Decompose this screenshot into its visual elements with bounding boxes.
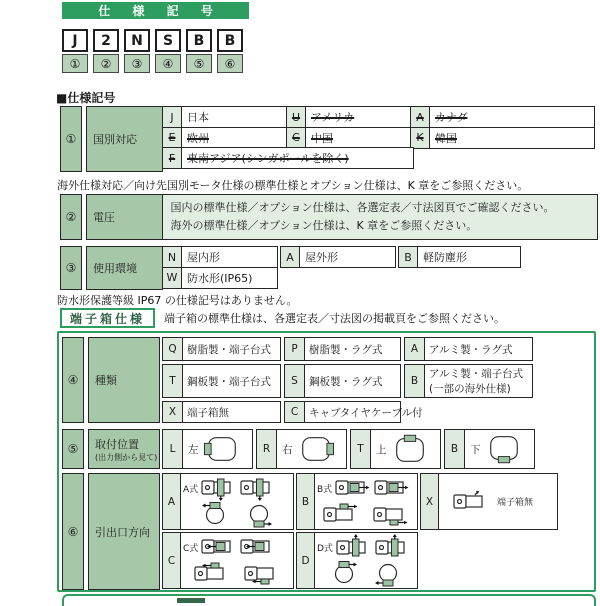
type-steel-terminal: 鋼板製・端子台式 [187, 375, 271, 388]
section3-label: 使用環境 [86, 246, 163, 290]
section5-grid [162, 429, 535, 469]
outlet-a-back-bottom-icon [244, 501, 274, 529]
outlet-d-back-top-icon [329, 560, 359, 588]
terminal-box-spec-panel [57, 331, 596, 592]
section-outlet-direction [62, 473, 558, 590]
outlet-c-side-top-icon [194, 561, 230, 587]
env-outdoor: 屋外形 [299, 246, 396, 268]
outlet-d-side-icon [375, 534, 411, 560]
type-resin-lug: 樹脂製・ラグ式 [309, 343, 383, 356]
code-number-2: ② [93, 54, 119, 73]
outlet-d-side-icon [336, 534, 372, 560]
code-number-3: ③ [124, 54, 150, 73]
section-voltage [60, 194, 598, 240]
outlet-b-side-icon [335, 475, 371, 501]
section-mounting-position [62, 429, 535, 469]
next-panel-partial [62, 594, 596, 606]
type-no-terminal-box: 端子箱無 [187, 406, 229, 419]
country-code-a: A [410, 106, 431, 128]
terminal-box-title: 端子箱仕様 [60, 308, 155, 328]
type-steel-lug: 鋼板製・ラグ式 [309, 375, 383, 388]
outlet-c-diagrams [181, 533, 293, 588]
type-code-q: Q [163, 338, 183, 360]
section-environment [60, 246, 521, 290]
section4-number: ④ [62, 337, 84, 423]
type-code-c: C [285, 402, 305, 422]
pos-code-r: R [257, 430, 277, 468]
outlet-c-type-label: C式 [183, 543, 199, 554]
outlet-b-type-label: B式 [317, 484, 333, 495]
section5-label [88, 429, 160, 469]
type-code-s: S [285, 365, 305, 397]
outlet-a-diagrams [181, 474, 293, 529]
section5-label-main: 取付位置 [95, 437, 139, 451]
env-code-w: W [162, 267, 183, 289]
section-country [60, 106, 595, 172]
type-code-b: B [405, 365, 425, 397]
country-code-k: K [410, 127, 431, 149]
code-letter-3: N [124, 29, 150, 52]
outlet-code-c: C [163, 533, 181, 588]
pos-code-b: B [445, 430, 465, 468]
env-indoor: 屋内形 [181, 246, 278, 268]
next-panel-header-fragment [177, 598, 205, 603]
outlet-a-back-top-icon [200, 501, 230, 529]
outlet-x-note: 端子箱無 [497, 498, 534, 508]
outlet-a-side-icon [240, 475, 276, 501]
outlet-c-side-icon [240, 534, 276, 560]
code-number-1: ① [62, 54, 88, 73]
voltage-line-overseas: 海外の標準仕様／オプション仕様は、K 章をご参照ください。 [170, 219, 478, 233]
section6-label: 引出口方向 [88, 473, 160, 590]
code-letter-5: B [186, 29, 212, 52]
section6-number: ⑥ [62, 473, 84, 590]
outlet-d-diagrams [315, 533, 417, 588]
outlet-d-back-bottom-icon [373, 560, 403, 588]
env-code-b: B [398, 246, 419, 268]
outlet-c-side-bottom-icon [244, 561, 280, 587]
type-alu-terminal-line1: アルミ製・端子台式 [429, 368, 524, 380]
section1-grid [162, 106, 596, 169]
country-code-u: U [286, 106, 307, 128]
outlet-a-type-label: A式 [183, 484, 199, 495]
section1-label: 国別対応 [86, 106, 163, 172]
country-china: 中国 [311, 131, 333, 145]
country-korea: 韓国 [435, 131, 457, 145]
section4-label: 種類 [88, 337, 160, 423]
pos-bottom-label: 下 [470, 443, 481, 456]
spec-code-numbers [62, 54, 243, 73]
country-code-e: E [162, 127, 183, 149]
code-letter-1: J [62, 29, 88, 52]
env-dustproof: 軽防塵形 [417, 246, 521, 268]
section1-note: 海外仕様対応／向け先国別モータ仕様の標準仕様とオプション仕様は、K 章をご参照ください。 [57, 179, 529, 192]
outlet-b-diagrams [315, 474, 417, 529]
outlet-code-b: B [297, 474, 315, 529]
spec-code-letters [62, 29, 243, 52]
code-number-6: ⑥ [217, 54, 243, 73]
type-alu-terminal-line2: (一部の海外仕様) [429, 383, 511, 395]
section-heading: ■仕様記号 [56, 91, 116, 105]
pos-code-l: L [163, 430, 183, 468]
type-code-t: T [163, 365, 183, 397]
outlet-code-a: A [163, 474, 181, 529]
outlet-b-side-icon [374, 475, 410, 501]
country-code-c: C [286, 127, 307, 149]
terminal-box-header [60, 308, 505, 328]
pos-code-t: T [351, 430, 371, 468]
code-letter-6: B [217, 29, 243, 52]
pos-top-label: 上 [376, 443, 387, 456]
outlet-b-side-top-icon [323, 502, 359, 528]
outlet-code-d: D [297, 533, 315, 588]
code-number-4: ④ [155, 54, 181, 73]
section3-number: ③ [60, 246, 82, 290]
type-alu-terminal [425, 365, 532, 397]
env-code-n: N [162, 246, 183, 268]
type-cabtyre-cable: キャブタイヤケーブル付 [309, 406, 423, 419]
section5-label-sub: (出力側から見て) [95, 452, 158, 462]
outlet-x-side-icon [453, 489, 489, 515]
country-code-j: J [162, 106, 183, 128]
env-code-a: A [280, 246, 301, 268]
outlet-a-side-icon [201, 475, 237, 501]
type-alu-lug: アルミ製・ラグ式 [429, 343, 513, 356]
outlet-d-type-label: D式 [317, 543, 333, 554]
country-europe: 欧州 [187, 131, 209, 145]
motor-box-right-icon [298, 434, 334, 464]
country-japan: 日本 [181, 106, 287, 128]
type-resin-terminal: 樹脂製・端子台式 [187, 343, 271, 356]
section1-number: ① [60, 106, 82, 172]
motor-box-bottom-icon [486, 434, 522, 464]
pos-right-label: 右 [282, 443, 293, 456]
outlet-c-side-icon [201, 534, 237, 560]
motor-box-left-icon [204, 434, 240, 464]
country-canada: カナダ [435, 111, 468, 124]
env-waterproof: 防水形(IP65) [181, 267, 278, 289]
code-number-5: ⑤ [186, 54, 212, 73]
spec-code-title: 仕 様 記 号 [62, 2, 249, 19]
outlet-code-x: X [421, 474, 439, 529]
section6-grid [162, 473, 558, 589]
type-code-x: X [163, 402, 183, 422]
type-code-p: P [285, 338, 305, 360]
code-letter-2: 2 [93, 29, 119, 52]
section3-note: 防水形保護等級 IP67 の仕様記号はありません。 [57, 294, 298, 307]
country-sea: 東南アジア(シンガポールを除く) [187, 152, 349, 165]
voltage-line-domestic: 国内の標準仕様／オプション仕様は、各選定表／寸法図頁でご確認ください。 [170, 201, 555, 214]
section3-grid [162, 246, 522, 289]
outlet-b-side-bottom-icon [373, 502, 409, 528]
section4-grid [162, 337, 533, 423]
country-code-f: F [162, 147, 183, 169]
country-america: アメリカ [311, 111, 355, 124]
section2-label: 電圧 [86, 194, 163, 240]
section-type [62, 337, 533, 423]
section5-number: ⑤ [62, 429, 84, 469]
type-code-a: A [405, 338, 425, 360]
section2-number: ② [60, 194, 82, 240]
voltage-description [162, 194, 598, 240]
pos-left-label: 左 [188, 443, 199, 456]
code-letter-4: S [155, 29, 181, 52]
outlet-x-content [439, 474, 557, 529]
motor-box-top-icon [392, 434, 428, 464]
terminal-box-note: 端子箱の標準仕様は、各選定表／寸法図の掲載頁をご参照ください。 [164, 312, 506, 325]
